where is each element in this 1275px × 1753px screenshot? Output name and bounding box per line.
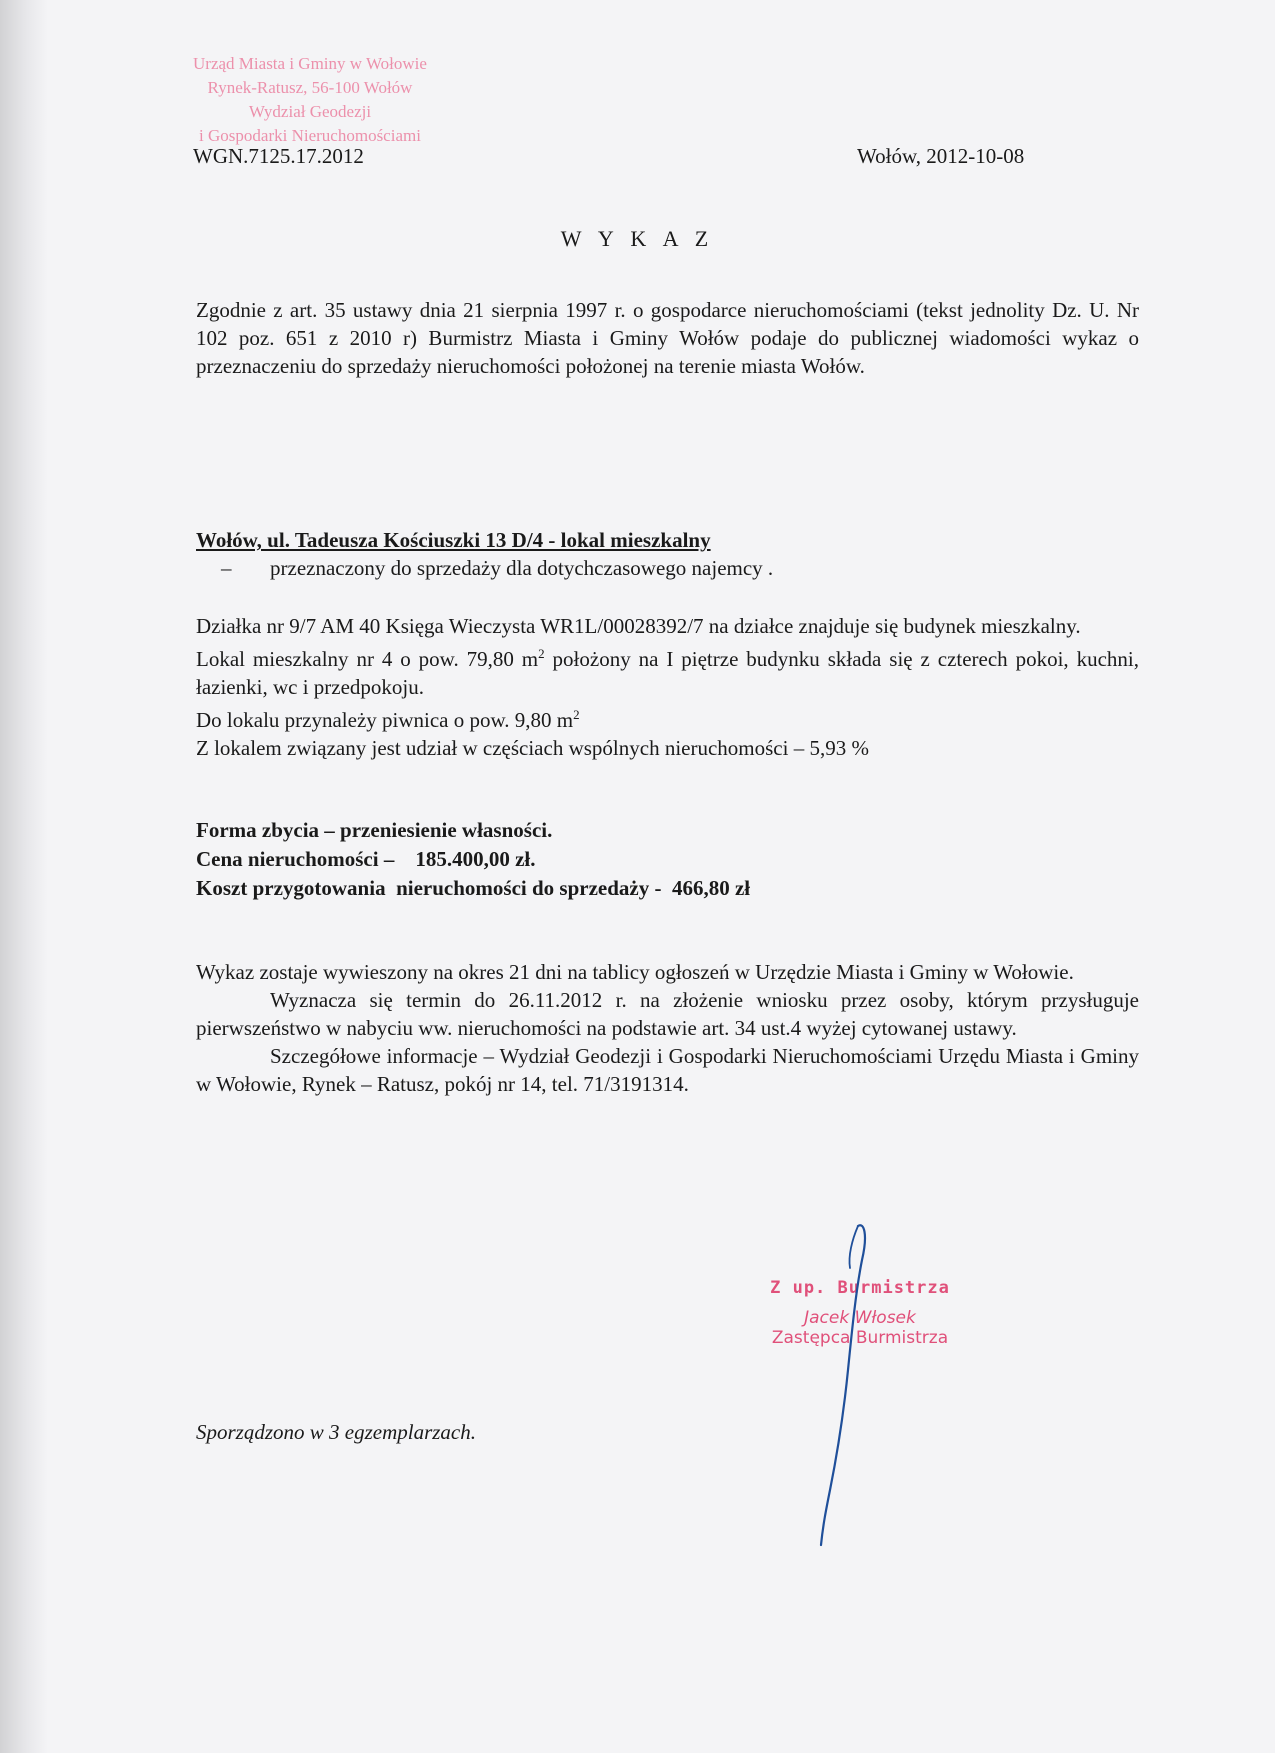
preparation-cost: Koszt przygotowania nieruchomości do sprzedaży - 466,80 zł [196,876,751,900]
office-stamp-line: Wydział Geodezji [248,102,372,121]
place-date: Wołów, 2012-10-08 [857,144,1025,168]
share-info: Z lokalem związany jest udział w częściach wspólnych nieruchomości – 5,93 % [196,736,869,760]
office-stamp-line: i Gospodarki Nieruchomościami [199,126,421,145]
office-stamp-line: Urząd Miasta i Gminy w Wołowie [193,54,427,73]
list-dash: – [221,556,232,580]
notice-posting: Wykaz zostaje wywieszony na okres 21 dni na tablicy ogłoszeń w Urzędzie Miasta i Gminy w Wołowie. [196,960,1074,984]
signature-stamp-title: Zastępca Burmistrza [771,1328,949,1348]
intro-paragraph: Zgodnie z art. 35 ustawy dnia 21 sierpnia 1997 r. o gospodarce nieruchomościami (tekst jednolity Dz. U. Nr 102 poz. 651 z 2010 r) Burmistrz Miasta i Gminy Wołów podaje do publicznej wiadomości wykaz o przeznaczeniu do sprzedaży nieruchomości położonej na terenie miasta Wołów. [196,298,1139,378]
sale-terms [196,816,750,903]
office-stamp-line: Rynek-Ratusz, 56-100 Wołów [207,78,413,97]
property-heading: Wołów, ul. Tadeusza Kościuszki 13 D/4 - lokal mieszkalny [196,528,711,552]
copies-note: Sporządzono w 3 egzemplarzach. [196,1420,477,1444]
office-stamp [160,52,460,148]
handwritten-signature [812,1220,872,1550]
plot-info: Działka nr 9/7 AM 40 Księga Wieczysta WR1L/00028392/7 na działce znajduje się budynek mieszkalny. [196,614,1081,638]
notice-deadline [196,986,1139,1042]
scan-edge-shadow [0,0,48,1753]
purpose-text: przeznaczony do sprzedaży dla dotychczasowego najemcy . [270,556,774,580]
sale-price: Cena nieruchomości – 185.400,00 zł. [196,847,536,871]
unit-info-rest: położony na I piętrze budynku składa się z czterech pokoi, kuchni, łazienki, wc i przedpokoju. [196,647,1139,699]
cellar-info [196,701,1139,734]
property-purpose [221,556,773,581]
unit-info [196,640,1139,701]
signature-stamp-name: Jacek Włosek [804,1308,916,1328]
reference-number: WGN.7125.17.2012 [193,144,364,168]
notice-section [196,958,1139,1098]
notice-deadline-text: Wyznacza się termin do 26.11.2012 r. na złożenie wniosku przez osoby, którym przysługuje pierwszeństwo w nabyciu ww. nieruchomości na podstawie art. 34 ust.4 wyżej cytowanej ustawy. [196,988,1139,1040]
unit-info-text: Lokal mieszkalny nr 4 o pow. 79,80 m [196,647,539,671]
unit-area-superscript: 2 [538,646,545,661]
document-title: W Y K A Z [560,226,715,251]
sale-form: Forma zbycia – przeniesienie własności. [196,818,553,842]
property-details [196,612,1139,762]
cellar-info-text: Do lokalu przynależy piwnica o pow. 9,80 m [196,708,574,732]
signature-stamp-authority: Z up. Burmistrza [770,1278,950,1298]
notice-contact-text: Szczegółowe informacje – Wydział Geodezji i Gospodarki Nieruchomościami Urzędu Miasta i Gminy w Wołowie, Rynek – Ratusz, pokój nr 14, tel. 71/3191314. [196,1044,1139,1096]
cellar-area-superscript: 2 [573,707,580,722]
notice-contact [196,1042,1139,1098]
